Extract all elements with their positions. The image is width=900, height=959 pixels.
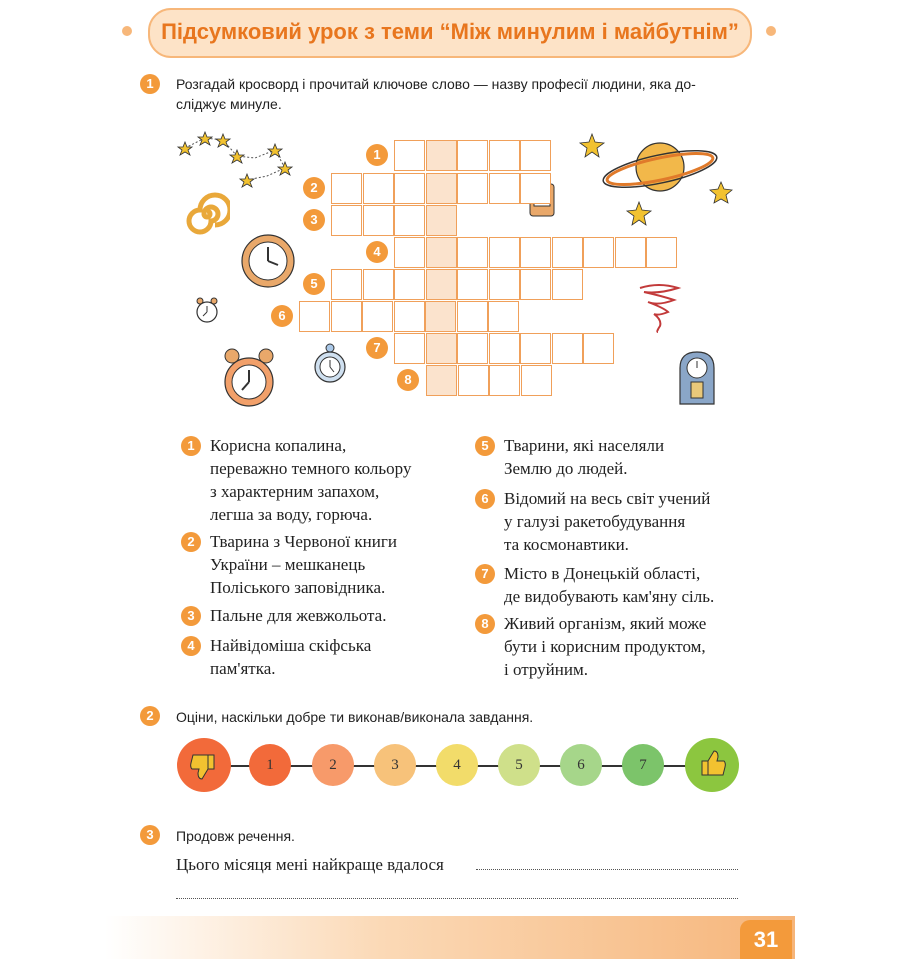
alarm-clock-icon [222, 346, 276, 410]
clue-text: та космонавтики. [504, 535, 629, 554]
crossword-cell[interactable] [583, 333, 614, 364]
crossword-cell[interactable] [394, 173, 425, 204]
clue-text: пам'ятка. [210, 659, 276, 678]
clue-text: Землю до людей. [504, 459, 628, 478]
crossword-cell[interactable] [489, 365, 520, 396]
crossword-cell[interactable] [394, 333, 425, 364]
clue-text: Відомий на весь світ учений [504, 489, 711, 508]
small-alarm-clock-icon [194, 296, 220, 326]
crossword-cell[interactable] [331, 301, 362, 332]
crossword-cell[interactable] [457, 269, 488, 300]
clue-text: Найвідоміша скіфська [210, 636, 372, 655]
crossword-cell[interactable] [552, 237, 583, 268]
clue-number: 4 [181, 636, 201, 656]
crossword-cell[interactable] [489, 333, 520, 364]
crossword-number: 3 [303, 209, 325, 231]
clue-text: Місто в Донецькій області, [504, 564, 701, 583]
sentence-prompt: Цього місяця мені найкраще вдалося [176, 855, 444, 874]
crossword-cell[interactable] [331, 173, 362, 204]
clue-text: Тварина з Червоної книги [210, 532, 397, 551]
crossword-cell[interactable] [394, 269, 425, 300]
page-title: Підсумковий урок з теми “Між минулим і майбутнім” [161, 19, 739, 44]
crossword-cell[interactable] [457, 140, 488, 171]
crossword-cell[interactable] [489, 269, 520, 300]
task3-text: Продовж речення. [176, 828, 295, 844]
crossword-cell[interactable] [521, 365, 552, 396]
crossword-cell[interactable] [552, 269, 583, 300]
rating-option[interactable]: 4 [436, 744, 478, 786]
thumbs-up-icon[interactable] [685, 738, 739, 792]
clue-number: 3 [181, 606, 201, 626]
clue-number: 5 [475, 436, 495, 456]
clue-text: Корисна копалина, [210, 436, 347, 455]
crossword-cell[interactable] [488, 301, 519, 332]
crossword-cell[interactable] [457, 237, 488, 268]
crossword-cell[interactable] [299, 301, 330, 332]
clue-text: бути і корисним продуктом, [504, 637, 706, 656]
crossword-cell[interactable] [552, 333, 583, 364]
crossword-cell[interactable] [363, 269, 394, 300]
crossword-cell[interactable] [520, 333, 551, 364]
crossword-cell[interactable] [489, 173, 520, 204]
constellation-icon [175, 128, 300, 193]
crossword-number: 4 [366, 241, 388, 263]
crossword-cell[interactable] [520, 237, 551, 268]
crossword-cell[interactable] [457, 301, 488, 332]
crossword-key-cell[interactable] [426, 269, 457, 300]
crossword-cell[interactable] [458, 365, 489, 396]
crossword-cell[interactable] [520, 269, 551, 300]
clue-text: України – мешканець [210, 555, 366, 574]
wall-clock-icon [240, 233, 296, 289]
header-banner [148, 8, 752, 58]
crossword-number: 5 [303, 273, 325, 295]
crossword-cell[interactable] [394, 205, 425, 236]
rating-option[interactable]: 2 [312, 744, 354, 786]
crossword-cell[interactable] [520, 140, 551, 171]
crossword-number: 8 [397, 369, 419, 391]
crossword-cell[interactable] [394, 301, 425, 332]
rating-option[interactable]: 5 [498, 744, 540, 786]
crossword-cell[interactable] [363, 173, 394, 204]
crossword-key-cell[interactable] [426, 333, 457, 364]
task-number: 1 [140, 74, 160, 94]
star-icon [708, 180, 734, 206]
crossword-cell[interactable] [457, 173, 488, 204]
clue-text: і отруйним. [504, 660, 588, 679]
task2-text: Оціни, наскільки добре ти виконав/виконала завдання. [176, 709, 534, 725]
crossword-cell[interactable] [331, 269, 362, 300]
crossword-number: 1 [366, 144, 388, 166]
clue-number: 2 [181, 532, 201, 552]
crossword-key-cell[interactable] [426, 140, 457, 171]
grandfather-clock-icon [676, 350, 718, 406]
clue-text: Живий організм, який може [504, 614, 707, 633]
clue-text: у галузі ракетобудування [504, 512, 686, 531]
crossword-number: 2 [303, 177, 325, 199]
crossword-key-cell[interactable] [425, 301, 456, 332]
planet-icon [598, 135, 723, 200]
task1-text-line2: сліджує минуле. [176, 96, 282, 112]
clue-text: легша за воду, горюча. [210, 505, 373, 524]
crossword-cell[interactable] [489, 237, 520, 268]
crossword-cell[interactable] [362, 301, 393, 332]
footer-bar [105, 916, 795, 959]
spiral-icon [185, 192, 230, 237]
task1-text-line1: Розгадай кросворд і прочитай ключове слово — назву професії людини, яка до- [176, 76, 696, 92]
answer-line[interactable] [476, 869, 738, 870]
rating-option[interactable]: 3 [374, 744, 416, 786]
crossword-key-cell[interactable] [426, 205, 457, 236]
clue-number: 1 [181, 436, 201, 456]
answer-line[interactable] [176, 898, 738, 899]
page-margin [0, 0, 105, 959]
rating-option[interactable]: 7 [622, 744, 664, 786]
crossword-key-cell[interactable] [426, 173, 457, 204]
clue-text: з характерним запахом, [210, 482, 380, 501]
crossword-cell[interactable] [520, 173, 551, 204]
clue-number: 6 [475, 489, 495, 509]
clue-number: 7 [475, 564, 495, 584]
crossword-cell[interactable] [489, 140, 520, 171]
crossword-cell[interactable] [615, 237, 646, 268]
tornado-icon [636, 282, 682, 334]
clue-text: де видобувають кам'яну сіль. [504, 587, 715, 606]
star-icon [625, 200, 653, 228]
page-number: 31 [740, 920, 792, 959]
crossword-cell[interactable] [583, 237, 614, 268]
clue-text: переважно темного кольору [210, 459, 412, 478]
decor-dot [766, 26, 776, 36]
clue-text: Поліського заповідника. [210, 578, 386, 597]
clue-number: 8 [475, 614, 495, 634]
crossword-number: 7 [366, 337, 388, 359]
rating-option[interactable]: 1 [249, 744, 291, 786]
clue-text: Тварини, які населяли [504, 436, 665, 455]
task-number: 3 [140, 825, 160, 845]
task-number: 2 [140, 706, 160, 726]
decor-dot [122, 26, 132, 36]
crossword-key-cell[interactable] [426, 365, 457, 396]
crossword-cell[interactable] [646, 237, 677, 268]
thumbs-down-icon[interactable] [177, 738, 231, 792]
crossword-cell[interactable] [457, 333, 488, 364]
blue-alarm-clock-icon [312, 342, 348, 386]
crossword-cell[interactable] [363, 205, 394, 236]
crossword-number: 6 [271, 305, 293, 327]
crossword-cell[interactable] [394, 140, 425, 171]
clue-text: Пальне для жевжольота. [210, 606, 387, 625]
crossword-cell[interactable] [331, 205, 362, 236]
crossword-cell[interactable] [394, 237, 425, 268]
crossword-key-cell[interactable] [426, 237, 457, 268]
rating-option[interactable]: 6 [560, 744, 602, 786]
